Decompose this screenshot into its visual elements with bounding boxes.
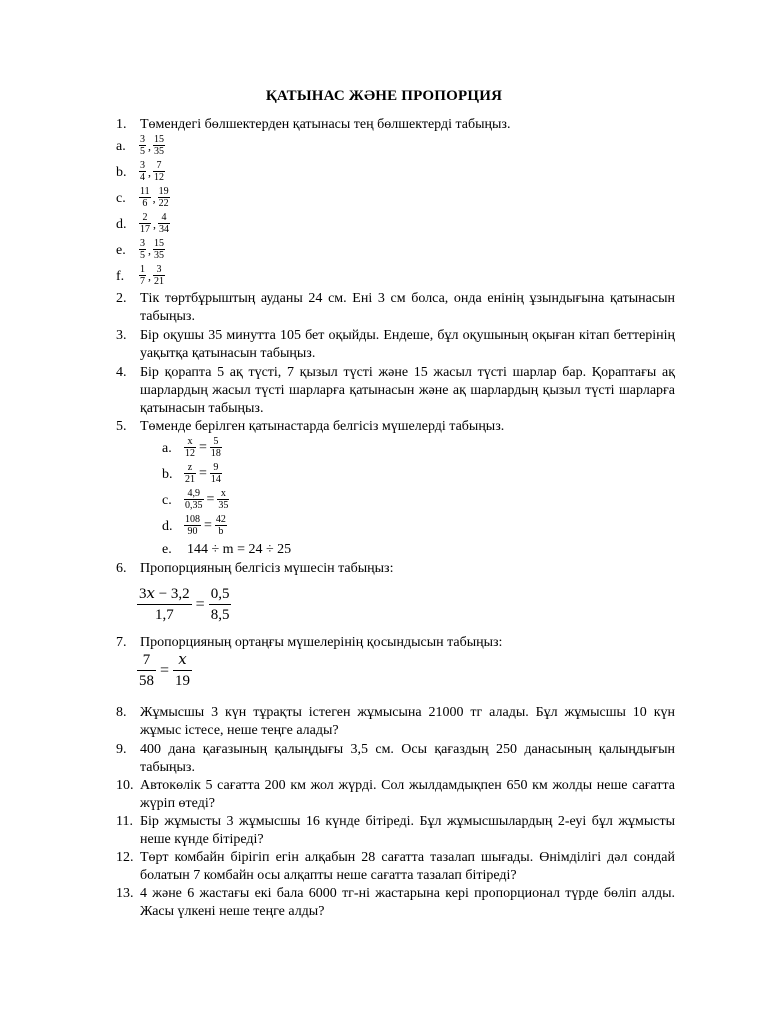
fraction: $\frac{5}{18}$ [210,436,221,459]
fraction: $\frac{7}{12}$ [154,160,164,183]
q5-item-d: d. $\frac{108}{90}$ = $\frac{42}{b}$ [162,514,226,537]
fraction: $\frac{3}{21}$ [154,264,164,287]
item-label: c. [116,191,126,206]
fraction: $\frac{11}{6}$ [140,186,150,209]
fraction: $\frac{3}{4}$ [140,160,145,183]
q1-item-d: d. $\frac{2}{17}$ , $\frac{4}{34}$ [116,212,169,235]
q1-item-c: c. $\frac{11}{6}$ , $\frac{19}{22}$ [116,186,169,209]
item-label: b. [162,467,173,482]
fraction: $\frac{19}{22}$ [158,186,169,209]
fraction: 3𝑥 − 3,2 1,7 [139,586,190,623]
question-text: Бір оқушы 35 минутта 105 бет оқыйды. Ендеше, бұл оқушының оқыған кітап беттерінің уақытқа қатынасын табыңыз. [140,328,675,361]
question-number: 10. [116,778,134,793]
equation: 144 ÷ m = 24 ÷ 25 [187,542,292,557]
q1-item-e: e. $\frac{3}{5}$ , $\frac{15}{35}$ [116,238,164,261]
item-label: b. [116,165,127,180]
question-text: Жұмысшы 3 күн тұрақты істеген жұмысына 21000 тг алады. Бұл жұмысшы 10 күн жұмыс істесе, неше теңге алады? [140,705,675,738]
question-number: 7. [116,635,127,650]
question-text: Пропорцияның белгісіз мүшесін табыңыз: [140,561,394,576]
fraction: $\frac{7}{58}$ [139,652,154,689]
question-number: 4. [116,365,127,380]
question-number: 1. [116,117,127,132]
fraction: $\frac{4}{34}$ [159,212,169,235]
fraction: $\frac{x}{35}$ [218,488,229,511]
q1-item-a: a. $\frac{3}{5}$ , $\frac{15}{35}$ [116,134,164,157]
fraction: $\frac{x}{12}$ [185,436,195,459]
fraction: $\frac{15}{35}$ [154,134,164,157]
fraction: $\frac{9}{14}$ [210,462,221,485]
fraction: $\frac{3}{5}$ [140,134,145,157]
item-label: f. [116,269,125,284]
fraction: $\frac{42}{b}$ [215,514,226,537]
fraction: $\frac{4,9}{0,35}$ [185,488,203,511]
item-label: c. [162,493,172,508]
q7-proportion: $\frac{7}{58}$ = 𝑥 19 [139,652,191,689]
q1-item-b: b. $\frac{3}{4}$ , $\frac{7}{12}$ [116,160,164,183]
fraction: $\frac{0,5}{8,5}$ [210,586,230,623]
page-title: ҚАТЫНАС ЖӘНЕ ПРОПОРЦИЯ [265,88,503,104]
question-text: Төменде берілген қатынастарда белгісіз мүшелерді табыңыз. [140,419,505,434]
item-label: a. [116,139,126,154]
question-text: Пропорцияның ортаңғы мүшелерінің қосындысын табыңыз: [140,635,503,650]
question-number: 12. [116,850,134,865]
question-number: 9. [116,742,127,757]
item-label: d. [116,217,127,232]
fraction: $\frac{z}{21}$ [185,462,195,485]
question-number: 6. [116,561,127,576]
item-label: e. [162,542,172,557]
q1-item-f: f. $\frac{1}{7}$ , $\frac{3}{21}$ [116,264,164,287]
q5-item-c: c. $\frac{4,9}{0,35}$ = $\frac{x}{35}$ [162,488,229,511]
fraction: 𝑥 19 [175,652,191,689]
fraction: $\frac{1}{7}$ [140,264,145,287]
question-text: Автокөлік 5 сағатта 200 км жол жүрді. Сол жылдамдықпен 650 км жолды неше сағатта жүріп өтеді? [140,778,675,811]
question-number: 5. [116,419,127,434]
question-number: 11. [116,814,133,829]
fraction: $\frac{2}{17}$ [140,212,150,235]
q5-item-a: a. $\frac{x}{12}$ = $\frac{5}{18}$ [162,436,221,459]
item-label: a. [162,441,172,456]
q6-proportion: 3𝑥 − 3,2 1,7 = $\frac{0,5}{8,5}$ [139,586,230,623]
item-label: d. [162,519,173,534]
question-text: 4 және 6 жастағы екі бала 6000 тг-ні жастарына кері пропорционал түрде бөліп алды. Жасы үлкені неше теңге алды? [140,886,675,919]
question-text: Төмендегі бөлшектерден қатынасы тең бөлшектерді табыңыз. [140,117,511,132]
question-text: Тік төртбұрыштың ауданы 24 см. Ені 3 см болса, онда енінің ұзындығына қатынасын табыңыз. [140,291,675,324]
question-text: Бір қорапта 5 ақ түсті, 7 қызыл түсті және 15 жасыл түсті шарлар бар. Қораптағы ақ шарлардың жасыл түсті шарларға қатынасын және ақ шарлардың қызыл түсті шарларға қатынасын табыңыз. [140,365,675,416]
fraction: $\frac{15}{35}$ [154,238,164,261]
question-number: 8. [116,705,127,720]
question-number: 13. [116,886,134,901]
fraction: $\frac{108}{90}$ [185,514,200,537]
question-number: 3. [116,328,127,343]
question-text: 400 дана қағазының қалыңдығы 3,5 см. Осы қағаздың 250 данасының қалыңдығын табыңыз. [140,742,675,775]
question-number: 2. [116,291,127,306]
fraction: $\frac{3}{5}$ [140,238,145,261]
item-label: e. [116,243,126,258]
q5-item-b: b. $\frac{z}{21}$ = $\frac{9}{14}$ [162,462,221,485]
question-text: Төрт комбайн бірігіп егін алқабын 28 сағатта тазалап шығады. Өнімділігі дәл сондай болатын 7 комбайн осы алқапты неше сағатта тазалап бітіреді? [140,850,675,883]
question-text: Бір жұмысты 3 жұмысшы 16 күнде бітіреді. Бұл жұмысшылардың 2-еуі бұл жұмысты неше күнде бітіреді? [140,814,675,847]
